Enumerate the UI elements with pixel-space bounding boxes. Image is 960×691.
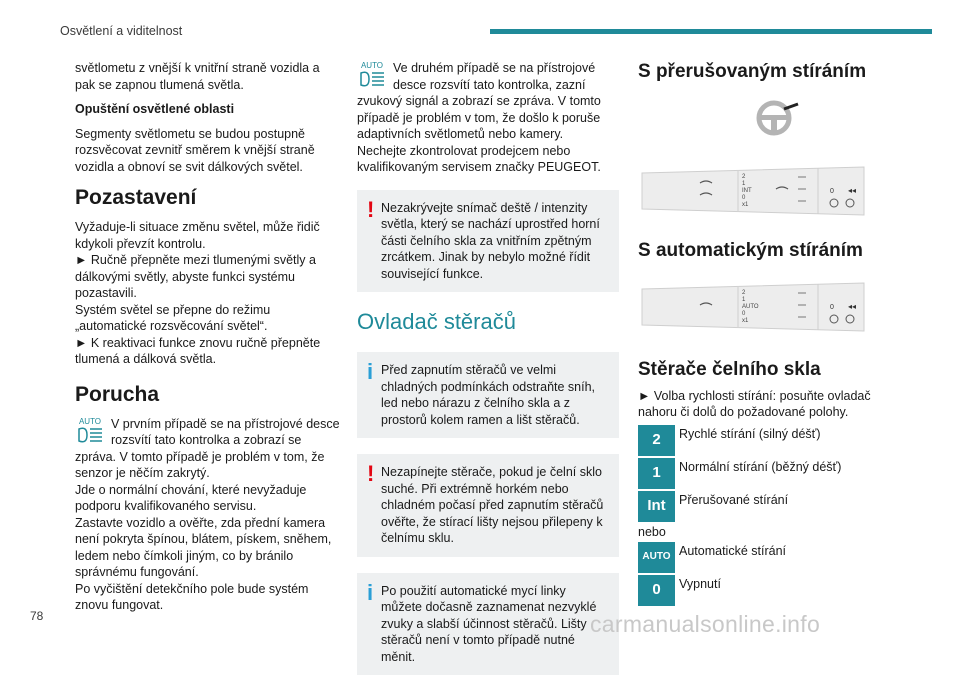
mode-label-off: Vypnutí (679, 577, 721, 591)
svg-text:2: 2 (742, 290, 746, 296)
warning-callout (357, 190, 619, 293)
svg-text:1: 1 (742, 297, 746, 303)
svg-text:AUTO: AUTO (742, 304, 759, 310)
column-2 (357, 60, 619, 691)
header-accent-bar (490, 29, 932, 34)
mode-badge-normal: 1 (638, 458, 675, 489)
wiper-stalk-automatic (638, 281, 900, 338)
paragraph-intro: světlometu z vnější k vnitřní straně vozidla a pak se zapnou tlumená světla. (75, 61, 320, 92)
pause-line-3: Systém světel se přepne do režimu „automatické rozsvěcování světel“. (75, 302, 271, 333)
svg-text:0: 0 (830, 187, 834, 195)
wiper-stalk-intermittent (638, 165, 900, 222)
svg-text:x1: x1 (742, 201, 749, 208)
auto-lighting-warning-icon (357, 60, 387, 90)
subheading-leave-lit-area: Opuštění osvětlené oblasti (75, 102, 235, 116)
mode-row-fast (638, 425, 900, 456)
info-icon: i (367, 359, 374, 384)
mode-label-fast: Rychlé stírání (silný déšť) (679, 426, 821, 441)
second-case-line-1: Ve druhém případě se na přístrojové desce rozsvítí tato kontrolka, zazní zvukový signál a zobrazí se zpráva. V tomto případě je problém v tom, že došlo k poruše adaptivních světlometů nebo kamery. (357, 61, 601, 141)
mode-row-off (638, 575, 900, 606)
mode-row-automatic (638, 542, 900, 573)
svg-text:x1: x1 (742, 318, 749, 324)
mode-label-intermittent: Přerušované stírání (679, 492, 789, 507)
svg-text:◂◂: ◂◂ (848, 185, 857, 195)
mode-badge-automatic: AUTO (638, 542, 675, 573)
svg-text:0: 0 (742, 194, 746, 201)
heading-windscreen-wipers: Stěrače čelního skla (638, 358, 821, 380)
warning-exclamation-icon: ! (367, 461, 375, 486)
column-3 (638, 60, 900, 608)
wiper-stalk-intermittent-illustration (638, 165, 868, 217)
wiper-stalk-automatic-illustration (638, 281, 868, 333)
section-title: Osvětlení a viditelnost (60, 24, 183, 38)
heading-fault: Porucha (75, 382, 160, 406)
info-callout-text: Před zapnutím stěračů ve velmi chladných podmínkách odstraňte sníh, led nebo nárazu z čelního skla a z prostorů kolem ramen a lišt stěračů. (381, 363, 596, 427)
fault-line-1: V prvním případě se na přístrojové desce rozsvítí tato kontrolka a zobrazí se zpráva. V tomto případě je problém v tom, že senzor je něčím zakrytý. (75, 416, 340, 480)
warning-exclamation-icon: ! (367, 196, 375, 222)
mode-row-intermittent (638, 491, 900, 522)
svg-text:0: 0 (830, 304, 834, 311)
paragraph-leave-lit-area: Segmenty světlometu se budou postupně rozsvěcovat zevnitř směrem k vnější straně vozidla a obnoví se svit dálkových světel. (75, 126, 315, 174)
info-callout (357, 352, 619, 438)
heading-wiper-control: Ovladač stěračů (357, 309, 516, 334)
mode-badge-off: 0 (638, 575, 675, 606)
warning-callout-text: Nezakrývejte snímač deště / intenzity světla, který se nachází uprostřed horní části čelního skla za vnitřním zpětným zrcátkem. Jinak by nebylo možné řídit související funkce. (381, 200, 600, 281)
svg-text:1: 1 (742, 180, 746, 187)
svg-text:AUTO: AUTO (78, 416, 102, 426)
fault-line-3: Zastavte vozidlo a ověřte, zda přední kamera není pokryta špínou, blátem, pískem, sněhem, ledem nebo čímkoli jiným, co by bránilo správnému fungování. (75, 515, 332, 579)
svg-text:◂◂: ◂◂ (848, 302, 857, 311)
info-callout (357, 573, 619, 676)
mode-badge-fast: 2 (638, 425, 675, 456)
mode-label-automatic: Automatické stírání (679, 544, 786, 558)
heading-intermittent-wiping: S přerušovaným stíráním (638, 61, 867, 82)
svg-text:AUTO: AUTO (360, 61, 384, 70)
steering-wheel-illustration (638, 98, 900, 143)
info-callout-text: Po použití automatické mycí linky můžete dočasně zaznamenat nezvyklé zvuky a slabší účinnost stěračů. Lišty stěračů není v tomto případě nutné měnit. (381, 583, 597, 664)
info-icon: i (367, 579, 374, 605)
mode-label-normal: Normální stírání (běžný déšť) (679, 459, 842, 474)
svg-text:0: 0 (742, 311, 746, 317)
pause-line-2: ► Ručně přepněte mezi tlumenými světly a dálkovými světly, abyste funkci systému pozastavili. (75, 253, 316, 300)
fault-line-2: Jde o normální chování, které nevyžaduje podporu kvalifikovaného servisu. (75, 482, 307, 513)
warning-callout (357, 454, 619, 557)
heading-pause: Pozastavení (75, 186, 197, 209)
pause-line-1: Vyžaduje-li situace změnu světel, může řidič kdykoli převzít kontrolu. (75, 220, 320, 251)
pause-line-4: ► K reaktivaci funkce znovu ručně přepněte tlumená a dálková světla. (75, 335, 321, 366)
svg-text:2: 2 (742, 173, 746, 180)
watermark: carmanualsonline.info (590, 611, 821, 637)
column-1 (75, 60, 340, 614)
svg-text:INT: INT (742, 187, 752, 194)
steering-wheel-icon (756, 98, 800, 138)
heading-automatic-wiping: S automatickým stíráním (638, 240, 863, 261)
page-number: 78 (30, 609, 44, 623)
or-text: nebo (638, 524, 666, 539)
warning-callout-text: Nezapínejte stěrače, pokud je čelní sklo suché. Při extrémně horkém nebo chladném počasí před zapnutím stěračů ověřte, že stírací lišty nejsou přilepeny k čelnímu sklu. (381, 465, 604, 545)
mode-badge-intermittent: Int (638, 491, 675, 522)
fault-line-4: Po vyčištění detekčního pole bude systém znovu fungovat. (75, 581, 309, 612)
mode-row-normal (638, 458, 900, 489)
wiper-instruction: ► Volba rychlosti stírání: posuňte ovladač nahoru či dolů do požadované polohy. (638, 388, 871, 419)
second-case-line-2: Nechejte zkontrolovat prodejcem nebo kvalifikovaným servisem značky PEUGEOT. (357, 143, 601, 174)
auto-lighting-warning-icon (75, 416, 105, 446)
